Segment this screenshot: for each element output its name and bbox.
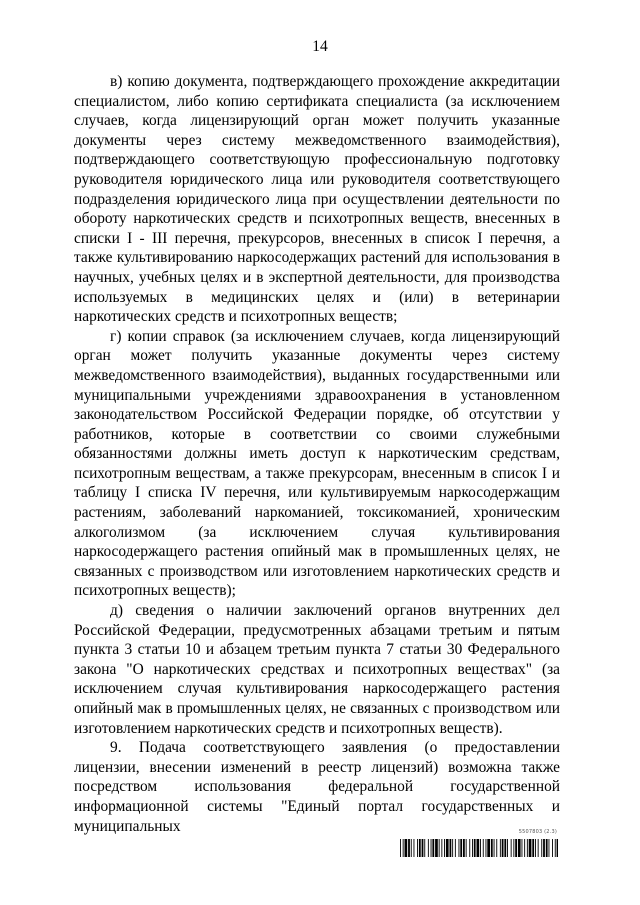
barcode-icon	[400, 839, 558, 857]
page-number: 14	[312, 38, 328, 55]
document-body	[74, 72, 560, 836]
paragraph-9: 9. Подача соответствующего заявления (о предоставлении лицензии, внесении изменений в реестр лицензий) возможна также посредством использования федеральной государственной информационной системы "Единый портал государственных и муниципальных	[74, 739, 560, 835]
document-code: 5507803 (2.3)	[518, 829, 557, 835]
paragraph-g: г) копии справок (за исключением случаев, когда лицензирующий орган может получить указанные документы через систему межведомственного взаимодействия), выданных государственными или муниципальными учреждениями здравоохранения в установленном законодательством Российской Федерации порядке, об отсутствии у работников, которые в соответствии со своими служебными обязанностями должны иметь доступ к наркотическим средствам, психотропным веществам, а также прекурсорам, внесенным в список I и таблицу I списка IV перечня, или культивируемым наркосодержащим растениям, заболеваний наркоманией, токсикоманией, хроническим алкоголизмом (за исключением случая культивирования наркосодержащего растения опийный мак в промышленных целях, не связанных с производством или изготовлением наркотических средств и психотропных веществ);	[74, 327, 560, 600]
paragraph-v: в) копию документа, подтверждающего прохождение аккредитации специалистом, либо копию сертификата специалиста (за исключением случаев, когда лицензирующий орган может получить указанные документы через систему межведомственного взаимодействия), подтверждающего соответствующую профессиональную подготовку руководителя юридического лица или руководителя соответствующего подразделения юридического лица при осуществлении деятельности по обороту наркотических средств и психотропных веществ, внесенных в списки I - III перечня, прекурсоров, внесенных в список I перечня, а также культивированию наркосодержащих растений для использования в научных, учебных целях и в экспертной деятельности, для производства используемых в медицинских целях и (или) в ветеринарии наркотических средств и психотропных веществ;	[74, 73, 560, 326]
paragraph-d: д) сведения о наличии заключений органов внутренних дел Российской Федерации, предусмотренных абзацами третьим и пятым пункта 3 статьи 10 и абзацем третьим пункта 7 статьи 30 Федерального закона "О наркотических средствах и психотропных веществах" (за исключением случая культивирования наркосодержащего растения опийный мак в промышленных целях, не связанных с производством или изготовлением наркотических средств и психотропных веществ).	[74, 602, 560, 737]
